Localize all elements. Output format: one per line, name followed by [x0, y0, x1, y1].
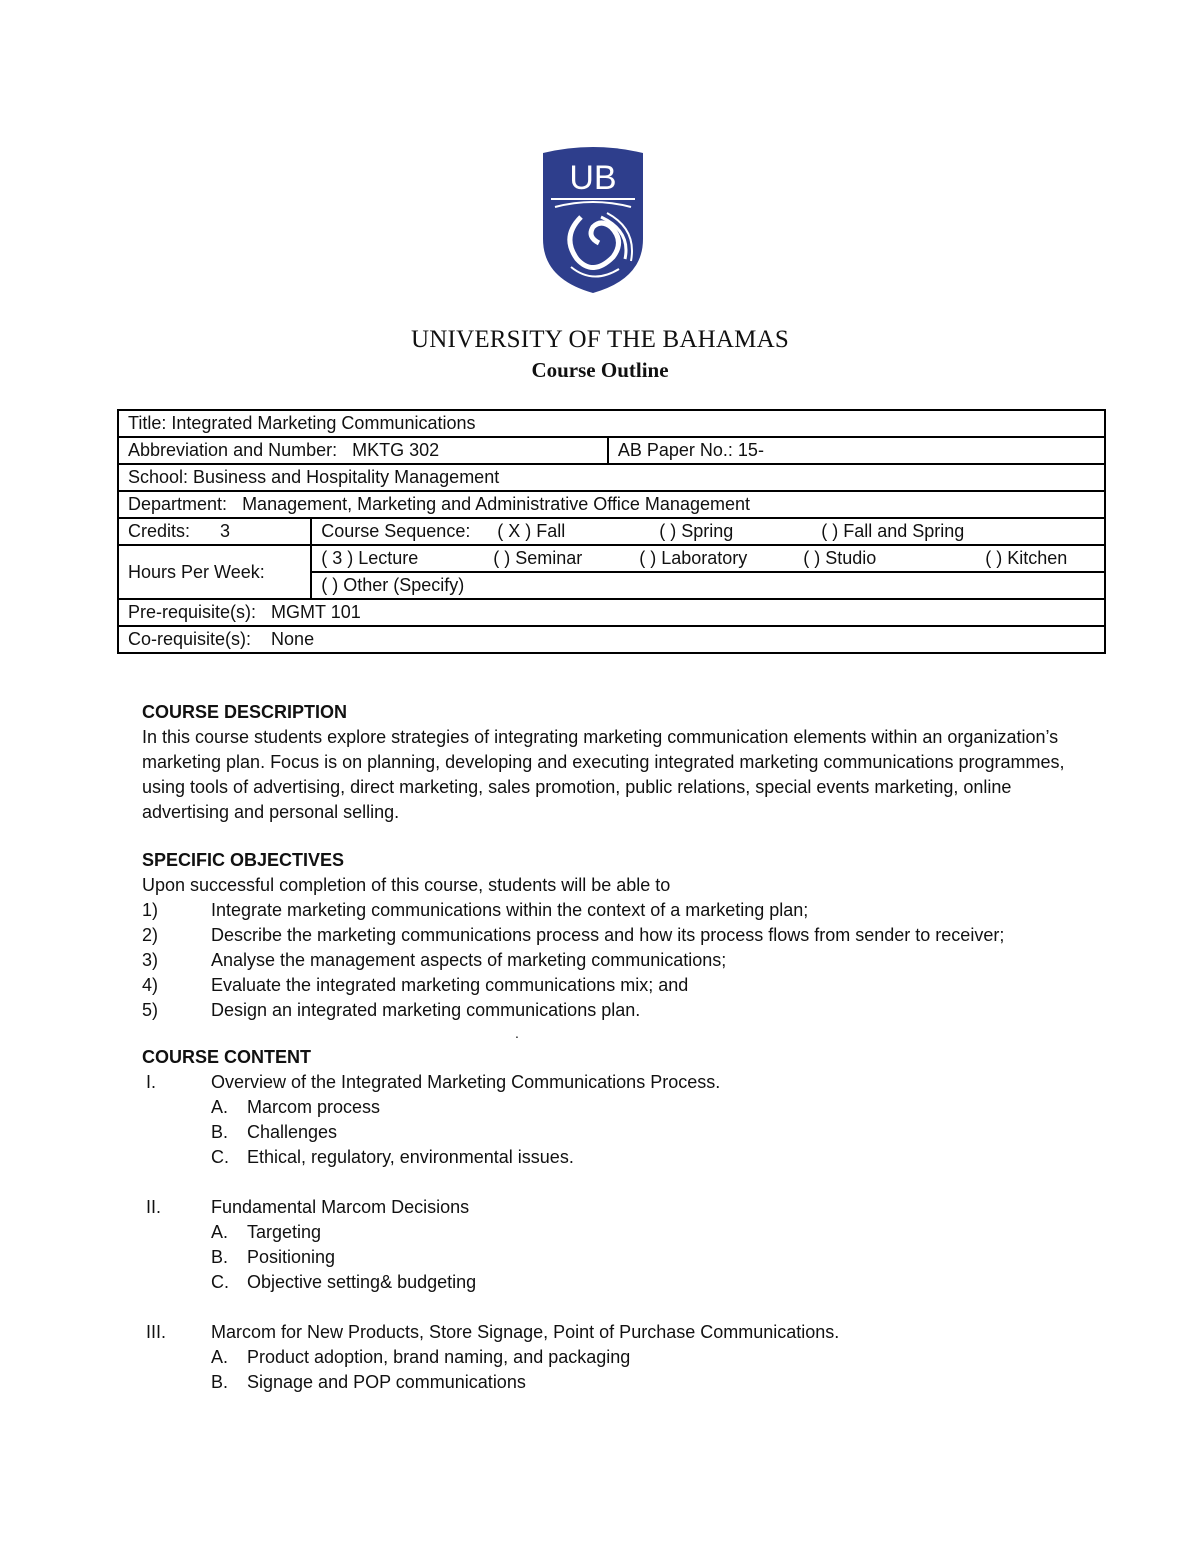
university-logo	[541, 147, 645, 295]
objective-item: 1) Integrate marketing communications within the context of a marketing plan;	[142, 900, 809, 920]
objective-item: 3) Analyse the management aspects of marketing communications;	[142, 950, 727, 970]
school-cell: School: Business and Hospitality Management	[118, 464, 1105, 491]
abbreviation-cell: Abbreviation and Number: MKTG 302	[118, 437, 608, 464]
ab-paper-cell: AB Paper No.: 15-	[608, 437, 1105, 464]
course-description-heading: COURSE DESCRIPTION	[142, 702, 348, 722]
content-subitem: B. Positioning	[211, 1247, 336, 1267]
content-subitem: C. Objective setting& budgeting	[211, 1272, 477, 1292]
objectives-intro: Upon successful completion of this course, students will be able to	[142, 875, 671, 895]
hours-other-cell: ( ) Other (Specify)	[311, 572, 1105, 599]
content-subitem: B. Challenges	[211, 1122, 338, 1142]
corequisite-cell: Co-requisite(s): None	[118, 626, 1105, 653]
objective-item: 4) Evaluate the integrated marketing communications mix; and	[142, 975, 689, 995]
hours-options-cell: ( 3 ) Lecture ( ) Seminar ( ) Laboratory ( ) Studio ( ) Kitchen	[311, 545, 1105, 572]
objectives-heading: SPECIFIC OBJECTIVES	[142, 850, 345, 870]
objectives-section	[142, 848, 1092, 1023]
university-name: UNIVERSITY OF THE BAHAMAS	[411, 326, 789, 353]
logo-letters: UB	[569, 159, 617, 197]
prerequisite-cell: Pre-requisite(s): MGMT 101	[118, 599, 1105, 626]
hours-label-cell: Hours Per Week:	[118, 545, 311, 599]
credits-cell: Credits: 3	[118, 518, 311, 545]
content-subitem: C. Ethical, regulatory, environmental issues.	[211, 1147, 574, 1167]
objective-item: 2) Describe the marketing communications process and how its process flows from sender to receiver;	[142, 925, 1005, 945]
course-content-heading: COURSE CONTENT	[142, 1047, 312, 1067]
course-content-section	[142, 1045, 1092, 1395]
content-unit-title: II. Fundamental Marcom Decisions	[146, 1197, 470, 1217]
content-subitem: A. Product adoption, brand naming, and packaging	[211, 1347, 631, 1367]
stray-dot: .	[515, 1025, 519, 1041]
content-subitem: A. Targeting	[211, 1222, 322, 1242]
course-description-text: In this course students explore strategies of integrating marketing communication elements within an organization’s marketing plan. Focus is on planning, developing and executing integrated marketing communications programmes, using tools of advertising, direct marketing, sales promotion, public relations, special events marketing, online advertising and personal selling.	[142, 727, 1065, 822]
course-description-section	[142, 700, 1072, 825]
course-title-cell: Title: Integrated Marketing Communications	[118, 410, 1105, 437]
course-info-table	[117, 409, 1106, 654]
objective-item: 5) Design an integrated marketing communications plan.	[142, 1000, 641, 1020]
document-subtitle: Course Outline	[531, 358, 669, 382]
content-unit-title: I. Overview of the Integrated Marketing Communications Process.	[146, 1072, 721, 1092]
department-cell: Department: Management, Marketing and Administrative Office Management	[118, 491, 1105, 518]
course-sequence-cell: Course Sequence: ( X ) Fall ( ) Spring ( ) Fall and Spring	[311, 518, 1105, 545]
content-subitem: A. Marcom process	[211, 1097, 381, 1117]
content-subitem: B. Signage and POP communications	[211, 1372, 526, 1392]
content-unit-title: III. Marcom for New Products, Store Signage, Point of Purchase Communications.	[146, 1322, 840, 1342]
